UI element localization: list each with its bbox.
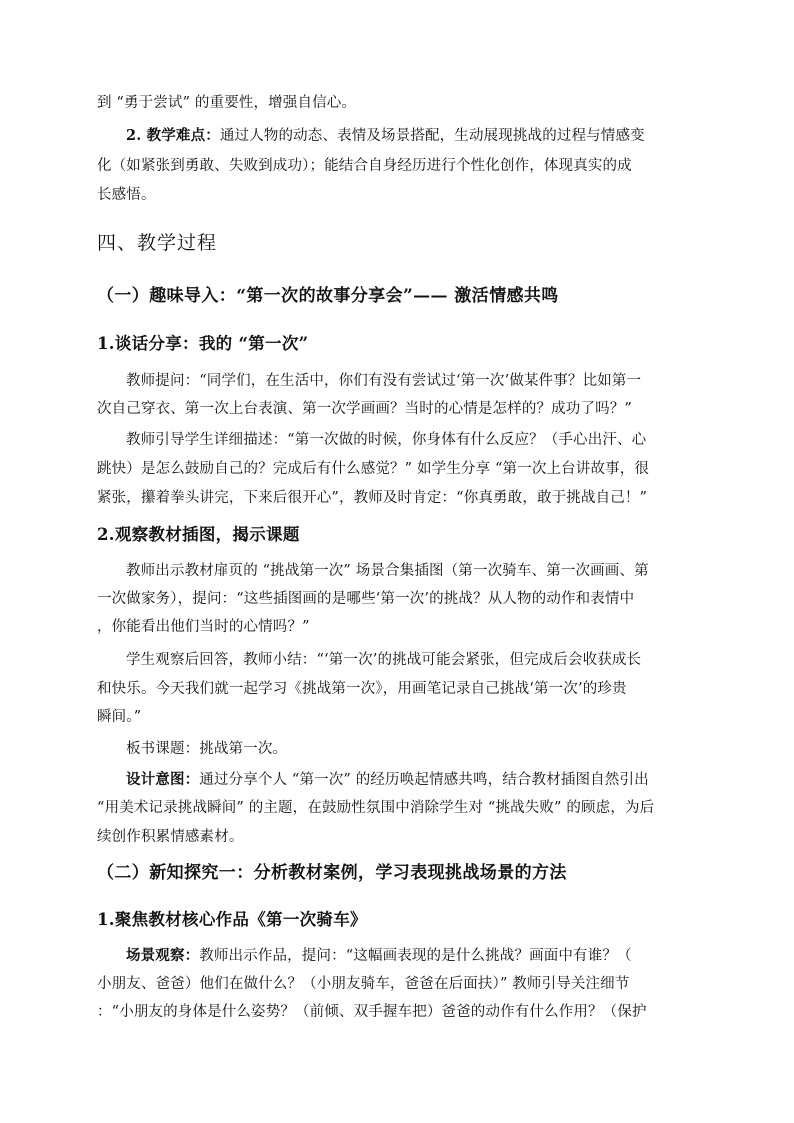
text-line: 教师出示教材扉页的 “挑战第一次” 场景合集插图（第一次骑车、第一次画画、第 (126, 563, 649, 579)
text-line: 化（如紧张到勇敢、失败到成功）；能结合自身经历进行个性化创作，体现真实的成 (97, 158, 632, 174)
difficulty-line (126, 126, 702, 146)
design-intent-line (126, 770, 702, 790)
difficulty-text: 通过人物的动态、表情及场景搭配，生动展现挑战的过程与情感变 (219, 128, 645, 144)
text-line: 板书课题：挑战第一次。 (126, 741, 288, 757)
text-line: ，你能看出他们当时的心情吗？” (97, 619, 310, 635)
difficulty-label: 2. 教学难点： (126, 127, 220, 144)
section-heading: 四、教学过程 (97, 232, 218, 254)
design-intent-text: 通过分享个人 “第一次” 的经历唤起情感共鸣，结合教材插图自然引出 (199, 772, 649, 788)
text-line: 瞬间。” (97, 709, 142, 725)
text-line: 续创作积累情感素材。 (97, 829, 244, 845)
subsection-heading: （一）趣味导入：“第一次的故事分享会”—— 激活情感共鸣 (97, 286, 559, 306)
text-line: 一次做家务），提问：“这些插图画的是哪些‘第一次’的挑战？从人物的动作和表情中 (97, 591, 635, 607)
text-line: 小朋友、爸爸）他们在做什么？（小朋友骑车，爸爸在后面扶）” 教师引导关注细节 (97, 976, 630, 992)
item-heading: 1.聚焦教材核心作品《第一次骑车》 (97, 910, 367, 929)
text-line: 和快乐。今天我们就一起学习《挑战第一次》，用画笔记录自己挑战‘第一次’的珍贵 (97, 681, 627, 697)
subsection-heading: （二）新知探究一：分析教材案例，学习表现挑战场景的方法 (97, 863, 567, 883)
text-line: ：“小朋友的身体是什么姿势？（前倾、双手握车把）爸爸的动作有什么作用？（保护 (97, 1004, 647, 1020)
text-line: 学生观察后回答，教师小结：“‘第一次’的挑战可能会紧张，但完成后会收获成长 (126, 652, 642, 668)
scene-observe-label: 场景观察： (126, 947, 200, 964)
text-line: 跳快）是怎么鼓励自己的？完成后有什么感觉？” 如学生分享 “第一次上台讲故事，很 (97, 461, 650, 477)
text-line: “用美术记录挑战瞬间” 的主题，在鼓励性氛围中消除学生对 “挑战失败” 的顾虑，为后 (97, 800, 655, 816)
text-line: 到 “勇于尝试” 的重要性，增强自信心。 (97, 95, 357, 111)
scene-observe-line (126, 946, 702, 966)
scene-observe-text: 教师出示作品，提问：“这幅画表现的是什么挑战？画面中有谁？（ (199, 948, 632, 964)
text-line: 教师提问：“同学们，在生活中，你们有没有尝试过‘第一次’做某件事？比如第一 (126, 373, 642, 389)
item-heading: 1.谈话分享：我的 “第一次” (97, 334, 309, 353)
design-intent-label: 设计意图： (126, 771, 200, 788)
text-line: 次自己穿衣、第一次上台表演、第一次学画画？当时的心情是怎样的？成功了吗？” (97, 401, 632, 417)
item-heading: 2.观察教材插图，揭示课题 (97, 525, 300, 544)
text-line: 教师引导学生详细描述：“第一次做的时候，你身体有什么反应？（手心出汗、心 (126, 432, 647, 448)
text-line: 长感悟。 (97, 187, 156, 203)
text-line: 紧张，攥着拳头讲完，下来后很开心”，教师及时肯定：“你真勇敢，敢于挑战自己！” (97, 490, 648, 506)
